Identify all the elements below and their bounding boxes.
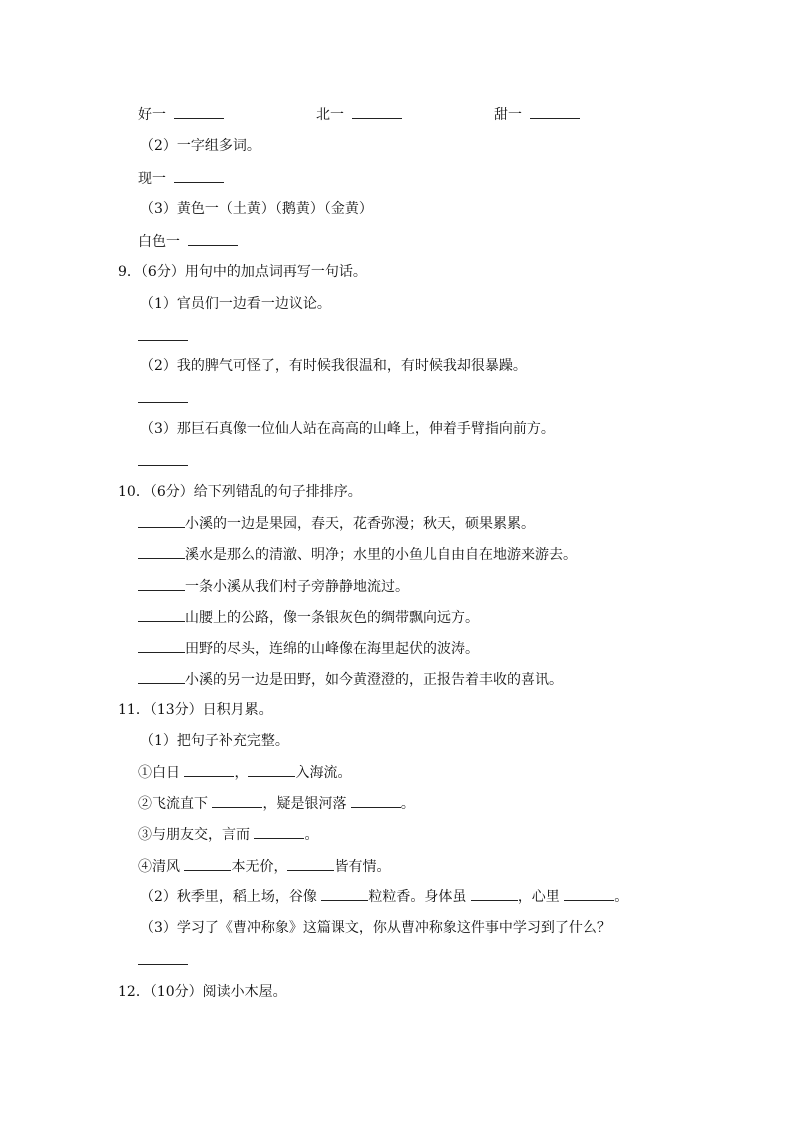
answer-blank[interactable] <box>138 388 188 403</box>
answer-blank[interactable] <box>138 451 188 466</box>
answer-blank[interactable] <box>212 793 262 808</box>
q9-answer-2 <box>138 388 188 409</box>
q10-item-1: 小溪的一边是果园，春天，花香弥漫；秋天，硕果累累。 <box>138 513 535 534</box>
q8-part3: （3）黄色一（土黄）（鹅黄）（金黄） <box>140 201 373 217</box>
pair-row-3 <box>494 104 580 125</box>
answer-blank[interactable] <box>471 886 518 901</box>
answer-blank[interactable] <box>138 576 185 591</box>
q8-part2: （2）一字组多词。 <box>140 138 261 154</box>
q11-answer-3 <box>138 950 188 971</box>
q10-item-3: 一条小溪从我们村子旁静静地流过。 <box>138 576 409 597</box>
q12-heading: 12．（10分）阅读小木屋。 <box>118 984 287 1000</box>
answer-blank[interactable] <box>254 824 304 839</box>
pair-row-1 <box>138 104 224 125</box>
q10-item-5: 田野的尽头，连绵的山峰像在海里起伏的波涛。 <box>138 638 479 659</box>
pair-label: 北一 <box>316 107 344 123</box>
answer-blank[interactable] <box>321 886 368 901</box>
answer-blank[interactable] <box>564 886 614 901</box>
q8-part3-item: 白色一 <box>138 231 238 252</box>
q11-line-3: ③与朋友交，言而 。 <box>138 824 318 845</box>
q10-item-2: 溪水是那么的清澈、明净；水里的小鱼儿自由自在地游来游去。 <box>138 544 577 565</box>
q9-answer-3 <box>138 451 188 472</box>
q9-item-3: （3）那巨石真像一位仙人站在高高的山峰上，伸着手臂指向前方。 <box>140 421 555 437</box>
pair-label: 甜一 <box>494 107 522 123</box>
answer-blank[interactable] <box>184 856 231 871</box>
q9-item-2: （2）我的脾气可怪了，有时候我很温和，有时候我却很暴躁。 <box>140 358 527 374</box>
q11-line-4: ④清风 本无价， 皆有情。 <box>138 856 390 877</box>
answer-blank[interactable] <box>174 104 224 119</box>
q10-item-6: 小溪的另一边是田野，如今黄澄澄的，正报告着丰收的喜讯。 <box>138 669 563 690</box>
q10-item-4: 山腰上的公路，像一条银灰色的绸带飘向远方。 <box>138 607 479 628</box>
answer-blank[interactable] <box>287 856 334 871</box>
answer-blank[interactable] <box>530 104 580 119</box>
answer-blank[interactable] <box>138 607 185 622</box>
answer-blank[interactable] <box>352 104 402 119</box>
answer-blank[interactable] <box>138 638 185 653</box>
answer-blank[interactable] <box>138 544 185 559</box>
q11-line-2: ②飞流直下 ，疑是银河落 。 <box>138 793 415 814</box>
answer-blank[interactable] <box>138 513 185 528</box>
q8-part2-item: 现一 <box>138 168 224 189</box>
q11-line-1: ①白日 ， 入海流。 <box>138 762 351 783</box>
pair-row-2 <box>316 104 402 125</box>
answer-blank[interactable] <box>188 231 238 246</box>
answer-blank[interactable] <box>351 793 401 808</box>
q9-answer-1 <box>138 326 188 347</box>
q9-item-1: （1）官员们一边看一边议论。 <box>140 296 331 312</box>
q11-part1: （1）把句子补充完整。 <box>140 733 289 749</box>
answer-blank[interactable] <box>138 669 185 684</box>
answer-blank[interactable] <box>184 762 234 777</box>
pair-label: 好一 <box>138 107 166 123</box>
q11-part2: （2）秋季里，稻上场，谷像 粒粒香。身体虽 ，心里 。 <box>140 886 628 907</box>
q10-heading: 10．（6分）给下列错乱的句子排排序。 <box>118 484 362 500</box>
answer-blank[interactable] <box>248 762 295 777</box>
q11-heading: 11．（13分）日积月累。 <box>118 702 273 718</box>
answer-blank[interactable] <box>138 950 188 965</box>
answer-blank[interactable] <box>174 168 224 183</box>
answer-blank[interactable] <box>138 326 188 341</box>
q11-part3: （3）学习了《曹冲称象》这篇课文，你从曹冲称象这件事中学习到了什么？ <box>140 920 611 936</box>
q9-heading: 9．（6分）用句中的加点词再写一句话。 <box>118 264 367 280</box>
